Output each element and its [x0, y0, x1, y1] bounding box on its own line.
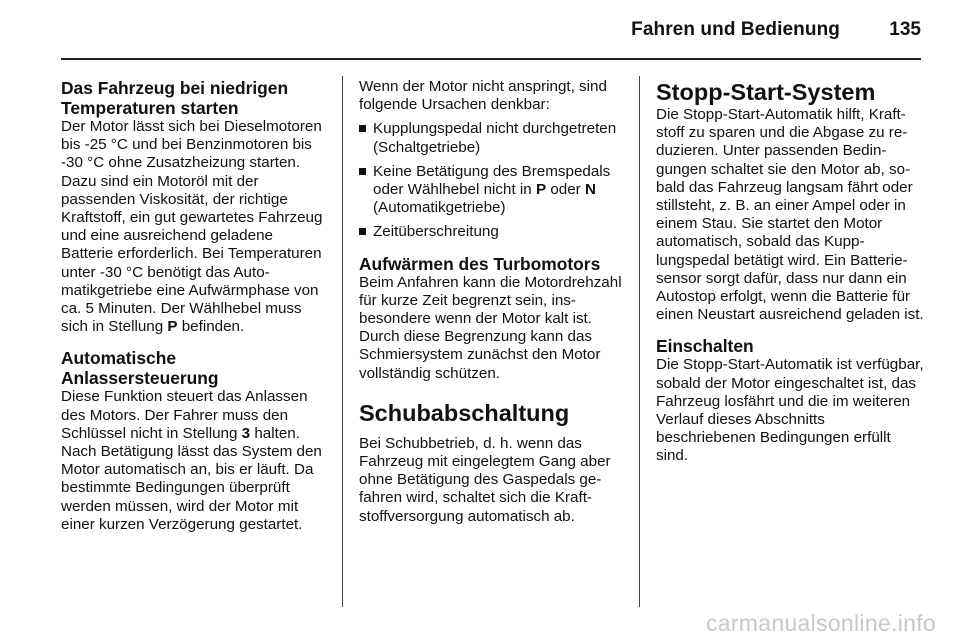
turbo-warmup-paragraph: Beim Anfahren kann die Motordrehzahl für kurze Zeit begrenzt sein, insbesondere wenn der Motor kalt ist. Durch diese Begrenzung kann das Schmiersystem zunächst den Motor vollständig schützen.	[359, 273, 622, 382]
causes-list	[359, 120, 623, 241]
stop-start-paragraph: Die Stopp-Start-Automatik hilft, Kraftstoff zu sparen und die Abgase zu reduzieren. Unter passenden Bedingungen schaltet sie den Motor ab, sobald das Fahrzeug langsam fährt oder stillsteht, z. B. an einer Ampel oder in einem Stau. Sie startet den Motor automatisch, sobald das Kupplungspedal betätigt wird. Ein Batteriesensor sorgt dafür, dass nur dann ein Autostop erfolgt, wenn die Batterie für einen Neustart ausreichend geladen ist.	[656, 106, 924, 324]
stop-start-heading: Stopp-Start-System	[656, 79, 876, 105]
bullet-square-icon	[359, 168, 366, 175]
starter-control-text-a: Diese Funktion steuert das Anlassen des Motors. Der Fahrer muss den Schlüssel nicht in Stellung	[61, 388, 308, 442]
page-header	[0, 0, 960, 60]
cold-start-heading-line1: Das Fahrzeug bei niedrigen	[61, 78, 289, 98]
overrun-cutoff-heading: Schubabschaltung	[359, 399, 570, 426]
key-position-3: 3	[241, 424, 251, 442]
column-divider-2	[639, 76, 640, 607]
column-divider-1	[342, 76, 343, 607]
cold-start-heading-line2: Temperaturen starten	[61, 98, 239, 118]
activation-paragraph: Die Stopp-Start-Automatik ist verfügbar, sobald der Motor eingeschaltet ist, das Fahrzeug losfährt und die im weiteren Verlauf dieses Abschnitts beschriebenen Bedingungen erfüllt sind.	[656, 356, 924, 465]
overrun-cutoff-paragraph: Bei Schubbetrieb, d. h. wenn das Fahrzeug mit eingelegtem Gang aber ohne Betätigung des Gaspedals gefahren wird, schaltet sich die Kraftstoffversorgung automatisch ab.	[359, 434, 611, 525]
gear-position-n: N	[584, 181, 596, 199]
cause-brake-text-a: Keine Betätigung des Bremspedals oder Wählhebel nicht in	[373, 162, 611, 199]
activation-heading: Einschalten	[656, 336, 754, 357]
starter-control-heading	[61, 348, 325, 388]
cause-timeout: Zeitüberschreitung	[373, 223, 499, 241]
column-2	[359, 78, 623, 526]
gear-position-p: P	[535, 181, 547, 199]
cold-start-text-b: befinden.	[177, 318, 245, 336]
watermark-text: carmanualsonline.info	[705, 610, 936, 636]
starter-control-text-b: halten. Nach Betätigung lässt das System den Motor automatisch an, bis er läuft. Da bestimmte Bedingungen überprüft werden müssen, wird der Motor mit einer kurzen Verzögerung gestartet.	[61, 424, 322, 533]
cold-start-paragraph	[61, 118, 325, 336]
gear-position-p: P	[167, 318, 178, 336]
cause-brake-text-b: (Automatikgetriebe)	[373, 199, 506, 217]
column-1	[61, 78, 325, 534]
starter-control-heading-line2: Anlassersteuerung	[61, 368, 219, 389]
starter-control-heading-line1: Automatische	[61, 348, 176, 369]
cold-start-text-a: Der Motor lässt sich bei Dieselmotoren bis -25 °C und bei Benzinmotoren bis -30 °C ohne Zusatzheizung starten. Dazu sind ein Motoröl mit der passenden Viskosität, der richtige Kraftstoff, ein gut gewartetes Fahrzeug und eine ausreichend geladene Batterie erforderlich. Bei Temperaturen unter -30 °C benötigt das Automatikgetriebe eine Aufwärmphase von ca. 5 Minuten. Der Wählhebel muss sich in Stellung	[61, 118, 323, 336]
page-number: 135	[889, 19, 921, 40]
cause-brake-text-mid: oder	[546, 181, 585, 199]
turbo-warmup-heading: Aufwärmen des Turbomotors	[359, 253, 601, 274]
bullet-square-icon	[359, 228, 366, 235]
cold-start-heading	[61, 78, 325, 118]
header-rule	[61, 58, 921, 60]
list-item	[359, 223, 623, 241]
column-3	[656, 78, 926, 466]
list-item	[359, 120, 623, 156]
list-item	[359, 163, 623, 218]
bullet-square-icon	[359, 125, 366, 132]
cause-clutch: Kupplungspedal nicht durchgetreten (Schaltgetriebe)	[373, 120, 617, 156]
starter-control-paragraph	[61, 388, 325, 534]
causes-intro: Wenn der Motor nicht anspringt, sind folgende Ursachen denkbar:	[359, 78, 607, 114]
header-title: Fahren und Bedienung	[631, 19, 840, 40]
